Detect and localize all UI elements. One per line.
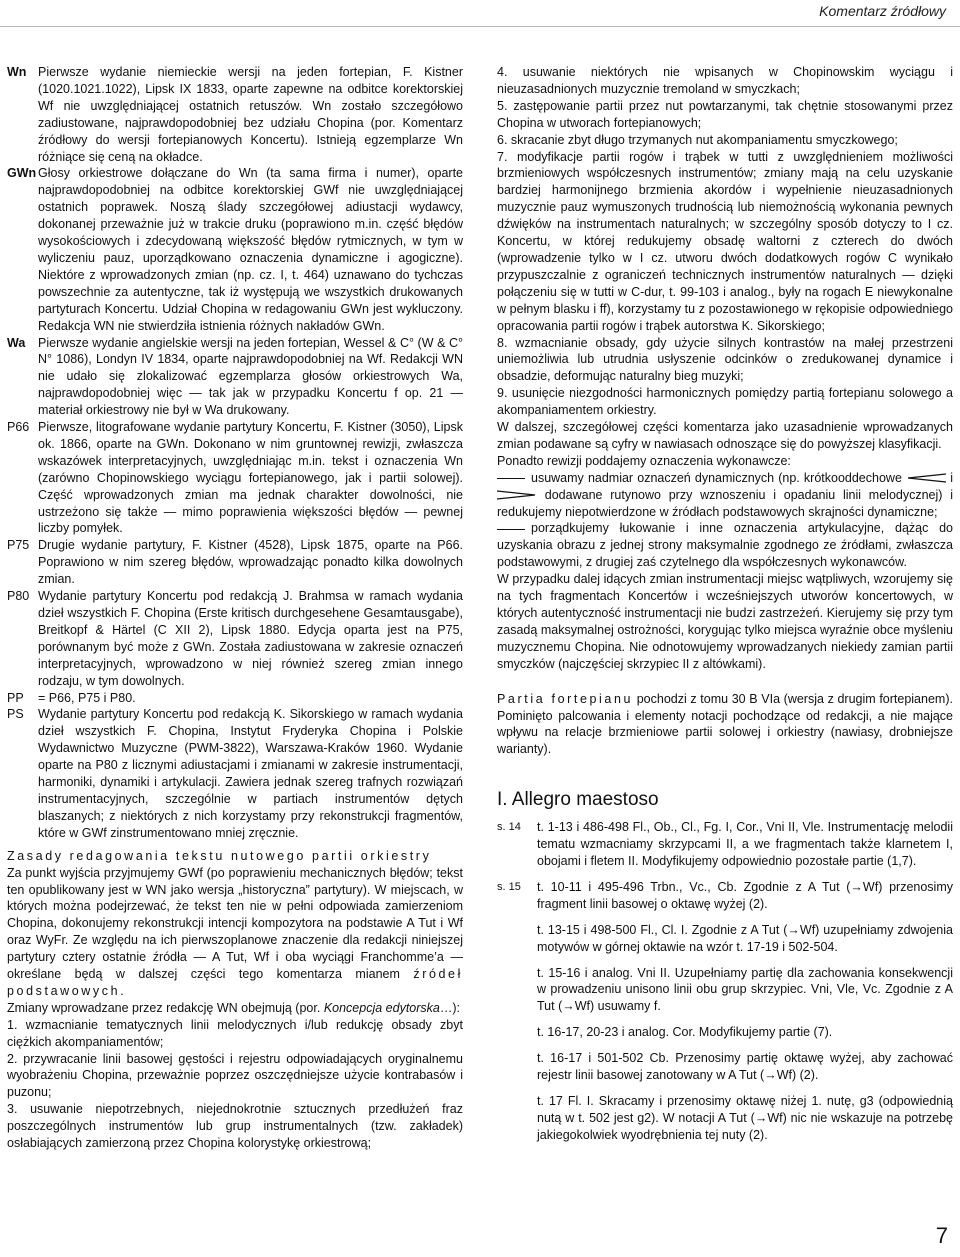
measure-note-text: t. 15-16 i analog. Vni II. Uzupełniamy partię dla zachowania konsekwencji w prowadzeniu unisono linii obu grup skrzypiec. Vni, Vle, Vc. Zgodnie z A Tut (→Wf) usuwamy f.: [537, 965, 953, 1014]
piano-part-paragraph: [497, 691, 953, 759]
page-ref: s. 15: [497, 880, 521, 893]
right-column: [497, 64, 953, 1153]
change-item: 2. przywracanie linii basowej gęstości i rejestru odpowiadających oryginalnemu wyobrażeniu Chopina, przeważnie poprzez oszczędniejsze użycie kontrabasów i puzonu;: [7, 1051, 463, 1100]
source-siglum: P80: [7, 589, 30, 604]
source-entry: [7, 706, 463, 841]
performance-markings-intro: Ponadto rewizji poddajemy oznaczenia wykonawcze:: [497, 453, 791, 468]
source-description: Pierwsze, litografowane wydanie partytury Koncertu, F. Kistner (3050), Lipsk ok. 1866, oparte na GWn. Dokonano w nim gruntownej rewizji, zwłaszcza wskazówek interpretacyjnych, uwzględniając m.in. tekst i oznaczenia Wn (zarówno Chopinowskiego wyciągu fortepianowego, jak i partii solowej). Część wprowadzonych zmian ma jednak charakter dowolności, nie ustrzeżono się także — mimo poprawienia większości błędów — pewnej liczby pomyłek.: [38, 420, 463, 536]
measure-note: [497, 922, 953, 956]
source-siglum: Wa: [7, 335, 26, 350]
dash-mark: [497, 478, 525, 479]
piano-part-heading: Partia fortepianu: [497, 691, 634, 706]
measure-note-text: t. 17 Fl. I. Skracamy i przenosimy oktawę niżej 1. nutę, g3 (odpowiednią nutą w t. 502 jest g2). W notacji A Tut (→Wf) nic nie wskazuje na potrzebę jakiegokolwiek wyodrębnienia tej nuty (2).: [537, 1093, 953, 1142]
source-siglum: Wn: [7, 65, 27, 79]
change-item: 1. wzmacnianie tematycznych linii melodycznych i/lub redukcję obsady zbyt ciężkich akompaniamentów;: [7, 1017, 463, 1049]
page-number: 7: [935, 1223, 948, 1248]
principles-spaced-term: źródeł podstawowych.: [7, 967, 463, 998]
source-siglum: PP: [7, 690, 24, 705]
left-column: [7, 64, 463, 1152]
dash-item-conjunction: i: [950, 470, 953, 485]
measure-note-text: t. 16-17 i 501-502 Cb. Przenosimy partię oktawę wyżej, aby zachować rejestr linii basowej zanotowany w A Tut (→Wf) (2).: [537, 1051, 953, 1083]
classification-note: W dalszej, szczegółowej części komentarza jako uzasadnienie wprowadzanych zmian podawane są cyfry w nawiasach odnoszące się do powyższej klasyfikacji.: [497, 420, 953, 451]
source-entry: [7, 537, 463, 588]
source-entry: [7, 419, 463, 537]
principles-paragraph: [7, 865, 463, 1000]
source-entry: [7, 335, 463, 420]
source-siglum: PS: [7, 707, 24, 722]
spacer: [497, 673, 953, 691]
source-entry: [7, 588, 463, 689]
dash-item-articulation: [497, 520, 953, 571]
source-description: Wydanie partytury Koncertu pod redakcją K. Sikorskiego w ramach wydania dzieł wszystkich F. Chopina, Instytut Fryderyka Chopina i Polskie Wydawnictwo Muzyczne (PWM-3822), Warszawa-Kraków 1960. Wydanie oparte na P80 z licznymi adiustacjami i zmianami w zakresie instrumentacji, harmoniki, dynamiki i artykulacji. Zawiera jednak szereg trafnych rozwiązań instrumentacyjnych, szczególnie w partiach instrumentów dętych blaszanych; z niektórych z nich korzystamy przy rekonstrukcji fragmentów, które w GWf zinstrumentowano mniej zręcznie.: [38, 707, 463, 840]
changes-intro-reference: Koncepcja edytorska: [323, 1000, 440, 1015]
page-ref: [497, 1024, 537, 1041]
measure-note: [497, 879, 953, 913]
measure-note: [497, 1050, 953, 1084]
dash-mark: [497, 529, 525, 530]
change-item: 6. skracanie zbyt długo trzymanych nut akompaniamentu smyczkowego;: [497, 132, 898, 147]
changes-intro: [7, 1000, 463, 1017]
dash-item-text: usuwamy nadmiar oznaczeń dynamicznych (np. krótkooddechowe: [531, 470, 902, 485]
dash-item-text-continued: dodawane rutynowo przy wznoszeniu i opadaniu linii melodycznej) i redukujemy niepotwierdzone w źródłach podstawowych skrajności dynamiczne;: [497, 487, 953, 519]
decrescendo-hairpin-icon: [497, 490, 537, 500]
piano-part-text: pochodzi z tomu 30 B VIa (wersja z drugim fortepianem). Pominięto palcowania i elementy notacji pochodzące od redakcji, a nie mające wpływu na relacje brzmieniowe partii solowej i orkiestry (nawiasy, drobniejsze warianty).: [497, 691, 953, 757]
measure-note: [497, 1093, 953, 1144]
running-header-title: Komentarz źródłowy: [819, 3, 946, 19]
change-item: 3. usuwanie niepotrzebnych, niejednokrotnie sztucznych przedłużeń fraz poszczególnych instrumentów lub grup instrumentalnych (tzw. zakładek) osłabiających zamierzoną przez Chopina kolorystykę orkiestrową;: [7, 1102, 463, 1151]
measure-note-text: t. 13-15 i 498-500 Fl., Cl. I. Zgodnie z A Tut (→Wf) uzupełniamy zdwojenia motywów w górnej oktawie na wzór t. 17-19 i 502-504.: [537, 922, 953, 954]
change-item: 8. wzmacnianie obsady, gdy użycie silnych kontrastów na małej przestrzeni uniemożliwia lub utrudnia usłyszenie odcinków o zredukowanej dynamice i obsadzie, deformując naturalny bieg muzyki;: [497, 335, 953, 384]
page-ref: [497, 1050, 537, 1084]
dash-item-dynamics: [497, 470, 953, 521]
source-entry: [7, 690, 463, 707]
source-entry: [7, 64, 463, 165]
movement-title: I. Allegro maestoso: [497, 789, 659, 811]
page-ref: [497, 965, 537, 1016]
principles-text: Za punkt wyjścia przyjmujemy GWf (po poprawieniu mechanicznych błędów; tekst ten opublikowany jest w WN jako wersja „historyczna” partytury). W miejscach, w których można podejrzewać, że tekst ten nie w pełni odpowiada zamierzeniom Chopina, dokonujemy rekonstrukcji intencji kompozytora na podstawie A Tut i Wf oraz WyFr. Ze względu na ich pierwszoplanowe znaczenie dla redakcji niniejszej partytury cztery ostatnie źródła — A Tut, Wf i oba wyciągi Franchomme’a — określane będą w dalszej części tego komentarza mianem: [7, 865, 463, 982]
source-siglum: P66: [7, 420, 30, 435]
measure-note: [497, 819, 953, 870]
change-item: 7. modyfikacje partii rogów i trąbek w tutti z uwzględnieniem możliwości brzmieniowych współczesnych instrumentów; zmiany mają na celu uzyskanie bardziej harmonijnego brzmienia akordów i wypełnienie nieuzasadnionych muzycznie pauz wymuszonych trudnością lub niemożnością wykonania pewnych dźwięków na instrumentach naturalnych; w szczególny sposób dotyczy to I cz. Koncertu, w której redukujemy obsadę waltorni z czterech do dwóch (wprowadzenie tylko w I cz. utworu dwóch dodatkowych rogów C wynikało przypuszczalnie z ograniczeń technicznych instrumentów naturalnych — dzięki połączeniu się w tutti w C-dur, t. 99-103 i analog., były na rogach E niewykonalne w pełnym blasku i ff), korzystamy tu z pozostawionego w rękopisie odpowiedniego opracowania partii rogów i trąbek autorstwa K. Sikorskiego;: [497, 149, 953, 333]
change-item: 9. usunięcie niezgodności harmonicznych pomiędzy partią fortepianu solowego a akompaniamentem orkiestry.: [497, 386, 953, 418]
source-description: = P66, P75 i P80.: [38, 690, 136, 705]
measure-note-text: t. 10-11 i 495-496 Trbn., Vc., Cb. Zgodnie z A Tut (→Wf) przenosimy fragment linii basowej o oktawę wyżej (2).: [537, 879, 953, 911]
spacer: [497, 758, 953, 792]
source-siglum: P75: [7, 538, 30, 553]
source-description: Wydanie partytury Koncertu pod redakcją J. Brahmsa w ramach wydania dzieł wszystkich F. Chopina (Erste kritisch durchgesehene Gesamtausgabe), Breitkopf & Härtel (C XII 2), Lipsk 1880. Edycja oparta jest na P75, porównanym być może z GWn. Została zadiustowana w zakresie oznaczeń interpretacyjnych, wprowadzono w niej również szereg zmian innego rodzaju, w tym dowolnych.: [38, 589, 463, 688]
measure-note: [497, 1024, 953, 1041]
dash-item-text: porządkujemy łukowanie i inne oznaczenia artykulacyjne, dążąc do uzyskania obrazu z jednej strony maksymalnie zgodnego ze źródłami, zwłaszcza podstawowymi, z drugiej zaś czytelnego dla współczesnych wykonawców.: [497, 521, 953, 570]
source-description: Drugie wydanie partytury, F. Kistner (4528), Lipsk 1875, oparte na P66. Poprawiono w nim szereg błędów, wprowadzając ponadto kilka dowolnych zmian.: [38, 538, 463, 587]
change-item: 5. zastępowanie partii przez nut powtarzanymi, tak chętnie stosowanymi przez Chopina w utworach fortepianowych;: [497, 98, 953, 130]
running-header: [0, 0, 960, 27]
page-ref: [497, 1093, 537, 1144]
measure-note-text: t. 16-17, 20-23 i analog. Cor. Modyfikujemy partie (7).: [537, 1025, 833, 1040]
page-ref: s. 14: [497, 821, 521, 834]
source-description: Pierwsze wydanie angielskie wersji na jeden fortepian, Wessel & C° (W & C° N° 1086), Londyn IV 1834, oparte najprawdopodobniej na Wf. Redakcji WN nie udało się zlokalizować egzemplarza głosów orkiestrowych Wa, najprawdopodobniej więc — tak jak w przypadku Koncertu f op. 21 — materiał orkiestrowy nie był w Wa drukowany.: [38, 335, 463, 418]
changes-intro-end: …):: [439, 1000, 460, 1015]
principles-heading: Zasady redagowania tekstu nutowego partii orkiestry: [7, 848, 432, 863]
source-siglum: GWn: [7, 166, 37, 181]
source-description: Pierwsze wydanie niemieckie wersji na jeden fortepian, F. Kistner (1020.1021.1022), Lipsk IX 1833, oparte zapewne na odbitce korektorskiej Wf nie uwzględniającej ostatnich retuszów. Wn zostało szczegółowo zadiustowane, najprawdopodobniej bez udziału Chopina (por. Komentarz źródłowy do wersji fortepianowych Koncertu). Istnieją egzemplarze Wn różniące się ceną na okładce.: [38, 65, 463, 164]
changes-intro-text: Zmiany wprowadzane przez redakcję WN obejmują (por.: [7, 1000, 321, 1015]
crescendo-hairpin-icon: [906, 473, 946, 483]
instrumentation-note: W przypadku dalej idących zmian instrumentacji miejsc wątpliwych, wzorujemy się na tych fragmentach Koncertów i wcześniejszych utworów koncertowych, w których autentyczność instrumentacji nie budzi zastrzeżeń. Kierujemy się przy tym zasadą maksymalnej ostrożności, korygując tylko miejsca wyraźnie obce myśleniu muzycznemu Chopina. Nie odnotowujemy wprowadzanych niekiedy zamian partii smyczków (najczęściej skrzypiec II z altówkami).: [497, 572, 953, 671]
source-description: Głosy orkiestrowe dołączane do Wn (ta sama firma i numer), oparte najprawdopodobniej na odbitce korektorskiej GWf nie uwzględniającej ostatnich poprawek. Noszą ślady szczegółowej adiustacji wydawcy, dokonanej przeważnie już w trakcie druku (poprawiono m.in. część błędów wysokościowych i zdecydowaną większość błędów rytmicznych, w tym w wyliczeniu pauz, uporządkowano oznaczenia dynamiczne i agogiczne). Niektóre z wprowadzonych zmian (np. cz. I, t. 464) uznawano do tychczas powszechnie za autentyczne, tak iż występują we wszystkich drukowanych partyturach Koncertu. Udział Chopina w redagowaniu GWn jest wykluczony. Redakcja WN nie stwierdziła istnienia różnych nakładów GWn.: [38, 166, 463, 333]
measure-note: [497, 965, 953, 1016]
change-item: 4. usuwanie niektórych nie wpisanych w Chopinowskim wyciągu i nieuzasadnionych muzycznie tremoland w smyczkach;: [497, 65, 953, 96]
source-entry: [7, 165, 463, 334]
page-ref: [497, 922, 537, 956]
measure-note-text: t. 1-13 i 486-498 Fl., Ob., Cl., Fg. I, Cor., Vni II, Vle. Instrumentację melodii tematu wzmacniamy skrzypcami II, a we fragmentach także klarnetem I, obojami i fletem II. Modyfikujemy odpowiednio pozostałe partie (1,7).: [537, 820, 953, 868]
